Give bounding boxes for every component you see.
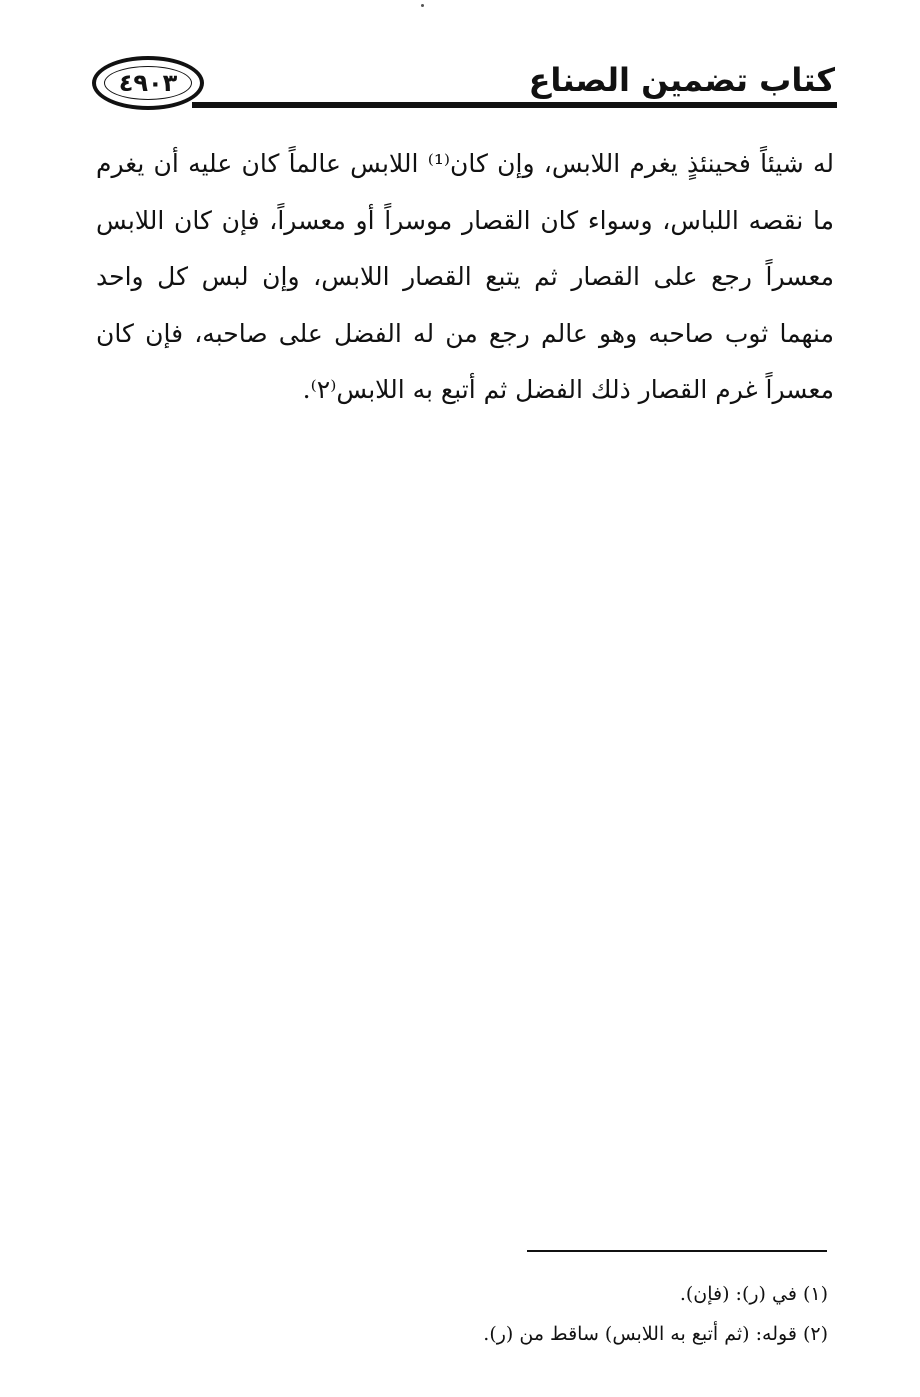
footnote-separator: [527, 1250, 827, 1252]
footnote-2: (٢) قوله: (ثم أتبع به اللابس) ساقط من (ر).: [483, 1323, 828, 1345]
main-paragraph: له شيئاً فحينئذٍ يغرم اللابس، وإن كان⁽¹⁾ اللابس عالماً كان عليه أن يغرم ما نقصه اللباس، وسواء كان القصار موسراً أو معسراً، فإن كان اللابس معسراً رجع على القصار ثم يتبع القصار اللابس، وإن لبس كل واحد منهما ثوب صاحبه وهو عالم رجع من له الفضل على صاحبه، فإن كان معسراً غرم القصار ذلك الفضل ثم أتبع به اللابس⁽٢⁾.: [96, 149, 835, 404]
page-number-badge: [92, 56, 204, 110]
running-header: [92, 48, 837, 118]
footnotes: [228, 1274, 828, 1354]
page-number: ٤٩٠٣: [118, 69, 178, 97]
header-rule: [192, 102, 837, 108]
book-title: كتاب تضمين الصناع: [528, 61, 835, 99]
footnote-1: (١) في (ر): (فإن).: [679, 1283, 828, 1305]
scan-speck: [421, 4, 424, 7]
